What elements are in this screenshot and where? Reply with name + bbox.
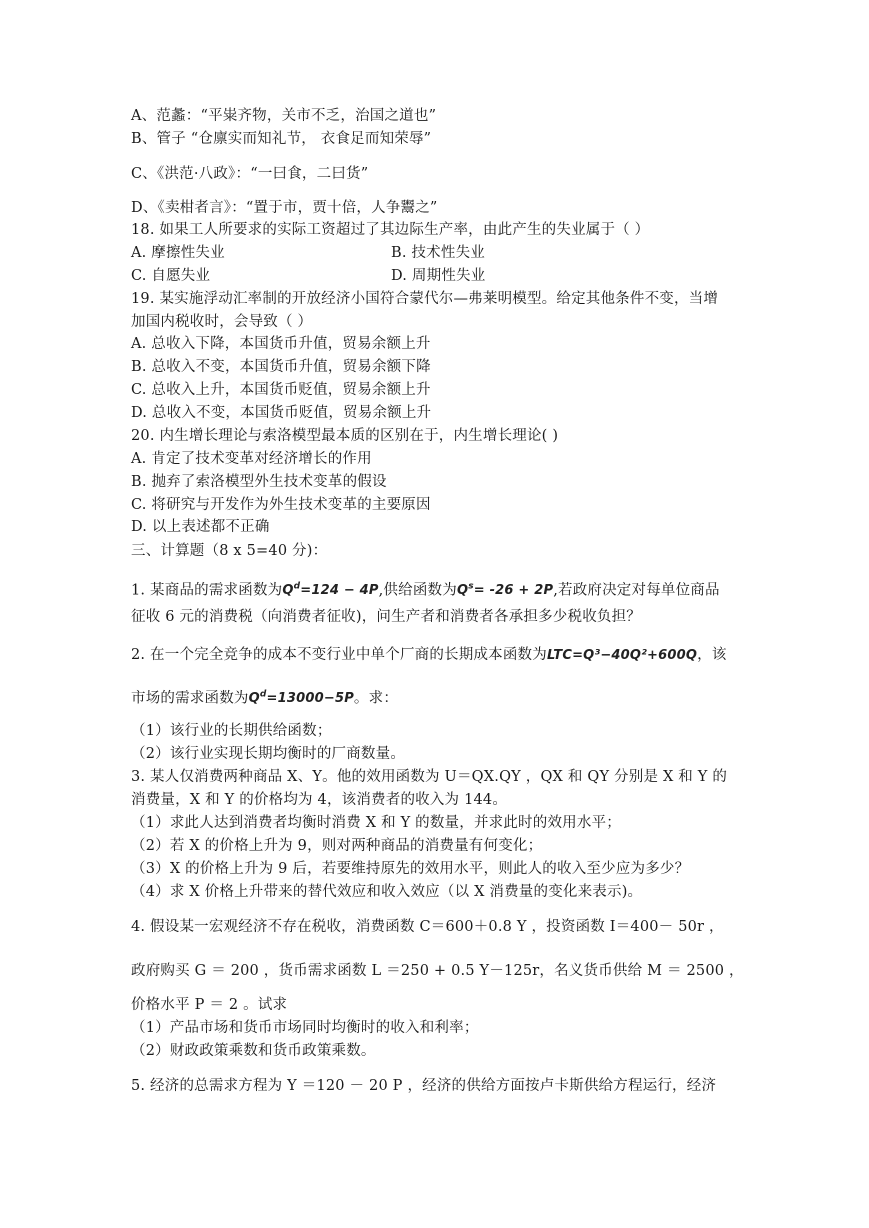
q18-option-b: B. 技术性失业 [391, 245, 485, 261]
q17-option-b: B、管子 “仓廪实而知礼节， 衣食足而知荣辱” [131, 131, 432, 147]
problem4-sub1: （1）产品市场和货币市场同时均衡时的收入和利率； [131, 1020, 479, 1036]
problem4-line2: 政府购买 G ＝ 200 ，货币需求函数 L ＝250 + 0.5 Y－125r，名义货币供给 M ＝ 2500 ， [131, 963, 744, 979]
q18-stem: 18. 如果工人所要求的实际工资超过了其边际生产率，由此产生的失业属于（ ） [131, 222, 650, 238]
q17-option-c: C、《洪范·八政》：“一曰食，二曰货” [131, 166, 369, 182]
q20-option-a: A. 肯定了技术变革对经济增长的作用 [131, 451, 372, 467]
q18-option-c: C. 自愿失业 [131, 268, 211, 284]
supply-formula: $Q^s= -26 + 2P$ [456, 582, 554, 599]
problem2-sub1: （1）该行业的长期供给函数； [131, 723, 332, 739]
problem1-line1 [131, 578, 720, 600]
problem4-line1: 4. 假设某一宏观经济不存在税收，消费函数 C＝600＋0.8 Y ，投资函数 I＝400－ 50r ， [131, 919, 724, 935]
problem1-line2: 征收 6 元的消费税（向消费者征收)，问生产者和消费者各承担多少税收负担？ [131, 609, 641, 625]
problem1-text-b: ,供给函数为 [378, 582, 457, 599]
problem3-sub1: （1）求此人达到消费者均衡时消费 X 和 Y 的数量，并求此时的效用水平； [131, 815, 621, 831]
problem1-text-c: ,若政府决定对每单位商品 [553, 582, 720, 599]
problem4-line3: 价格水平 P ＝ 2 。试求 [131, 997, 288, 1013]
q19-option-b: B. 总收入不变，本国货币升值，贸易余额下降 [131, 359, 431, 375]
q20-option-c: C. 将研究与开发作为外生技术变革的主要原因 [131, 497, 431, 513]
q20-stem: 20. 内生增长理论与索洛模型最本质的区别在于，内生增长理论( ) [131, 428, 559, 444]
q17-option-d: D、《卖柑者言》：“置于市，贾十倍，人争鬻之” [131, 200, 438, 216]
problem3-sub2: （2）若 X 的价格上升为 9，则对两种商品的消费量有何变化； [131, 838, 543, 854]
q19-option-c: C. 总收入上升，本国货币贬值，贸易余额上升 [131, 382, 431, 398]
problem2-text-a: 2. 在一个完全竞争的成本不变行业中单个厂商的长期成本函数为 [131, 647, 547, 663]
problem2-text-c: 市场的需求函数为 [131, 690, 249, 707]
q18-option-d: D. 周期性失业 [391, 268, 486, 284]
q20-option-b: B. 抛弃了索洛模型外生技术变革的假设 [131, 474, 387, 490]
problem2-sub2: （2）该行业实现长期均衡时的厂商数量。 [131, 746, 406, 762]
problem2-text-b: ，该 [697, 647, 727, 663]
problem2-line2 [131, 686, 398, 708]
problem1-text-a: 1. 某商品的需求函数为 [131, 582, 283, 599]
problem4-sub2: （2）财政政策乘数和货币政策乘数。 [131, 1043, 376, 1059]
problem3-sub4: （4）求 X 价格上升带来的替代效应和收入效应（以 X 消费量的变化来表示)。 [131, 884, 643, 900]
cost-formula: LTC=Q³−40Q²+600Q [546, 648, 698, 663]
q19-option-a: A. 总收入下降，本国货币升值，贸易余额上升 [131, 336, 431, 352]
problem3-line2: 消费量，X 和 Y 的价格均为 4，该消费者的收入为 144。 [131, 792, 508, 808]
q19-stem-line2: 加国内税收时，会导致（ ） [131, 314, 313, 330]
section-title: 三、计算题（8 x 5=40 分)： [131, 543, 328, 559]
q18-option-a: A. 摩擦性失业 [131, 245, 225, 261]
q19-option-d: D. 总收入不变，本国货币贬值，贸易余额上升 [131, 405, 432, 421]
demand-formula: $Q^d=124 - 4P$ [282, 582, 379, 599]
problem3-line1: 3. 某人仅消费两种商品 X、Y。他的效用函数为 U＝QX.QY ，QX 和 QY 分别是 X 和 Y 的 [131, 769, 728, 785]
market-demand-formula: $Q^d=13000-5P$ [248, 690, 354, 707]
problem2-text-d: 。求： [353, 690, 399, 707]
problem3-sub3: （3）X 的价格上升为 9 后，若要维持原先的效用水平，则此人的收入至少应为多少？ [131, 861, 690, 877]
problem2-line1 [131, 646, 727, 665]
problem5-line1: 5. 经济的总需求方程为 Y ＝120 － 20 P ，经济的供给方面按卢卡斯供给方程运行，经济 [131, 1078, 717, 1094]
q17-option-a: A、范蠡：“平粜齐物，关市不乏，治国之道也” [131, 108, 437, 124]
q19-stem-line1: 19. 某实施浮动汇率制的开放经济小国符合蒙代尔—弗莱明模型。给定其他条件不变，当增 [131, 291, 719, 307]
q20-option-d: D. 以上表述都不正确 [131, 519, 270, 535]
